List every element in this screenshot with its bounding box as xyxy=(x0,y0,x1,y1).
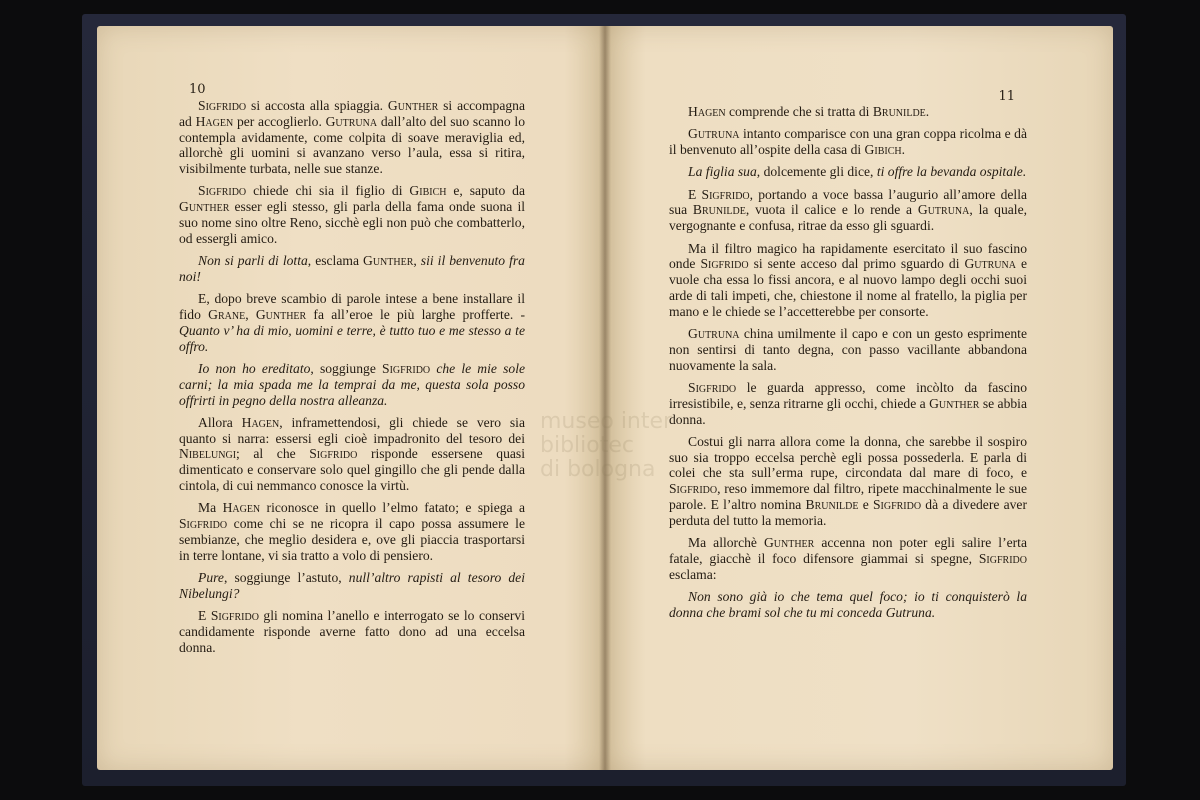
character-name: Gutruna xyxy=(688,126,740,142)
text-run: si accompagna ad xyxy=(179,98,525,129)
paragraph xyxy=(669,164,1027,180)
character-name: Gunther xyxy=(179,199,230,215)
text-run: , soggiunge l’astuto, xyxy=(223,570,349,586)
character-name: Gibich xyxy=(864,142,902,158)
text-run: per accoglierlo. xyxy=(233,113,326,129)
text-run: . xyxy=(901,142,905,158)
paragraph xyxy=(669,126,1027,158)
text-run: , esclama xyxy=(307,253,363,269)
paragraph xyxy=(179,608,525,655)
paragraph xyxy=(669,380,1027,427)
text-run: , inframettendosi, gli chiede se vero sia quanto si narra: essersi egli cioè impadronito del tesoro dei xyxy=(179,414,525,446)
paragraph xyxy=(179,500,525,563)
character-name: Hagen xyxy=(241,414,280,430)
dialogue-text: Quanto v’ ha di mio, uomini e terre, è tutto tuo e me stesso a te offro. xyxy=(179,322,525,354)
book-gutter xyxy=(599,26,611,770)
dialogue-text: Non sono già io che tema quel foco; io ti conquisterò la donna che brami sol che tu mi conceda Gutruna. xyxy=(669,589,1027,620)
paragraph xyxy=(179,291,525,354)
paragraph xyxy=(669,589,1027,621)
text-run: , portando a voce bassa l’augurio all’amore della sua xyxy=(669,186,1027,218)
character-name: Gunther xyxy=(387,98,439,113)
character-name: Gutruna xyxy=(917,202,970,218)
dialogue-text: Non si parli di lotta xyxy=(198,253,308,269)
character-name: Brunilde xyxy=(692,202,746,218)
text-run: dà a divedere aver perduta del tutto la memoria. xyxy=(669,497,1027,528)
character-name: Hagen xyxy=(222,500,261,516)
dialogue-text: Pure xyxy=(198,570,224,586)
text-run: , la quale, vergognante e confusa, ritrae da esso gli sguardi. xyxy=(669,202,1028,234)
character-name: Brunilde xyxy=(805,497,859,513)
text-run: E xyxy=(198,608,211,624)
paragraph xyxy=(669,326,1027,373)
paragraph xyxy=(669,241,1027,320)
text-run: risponde essersene quasi dimenticato e conservare solo quel gingillo che gli pende dalla cintola, di cui nemmanco conosce la virtù. xyxy=(179,446,525,494)
character-name: Sigfrido xyxy=(382,360,431,376)
text-run: riconosce in quello l’elmo fatato; e spiega a xyxy=(260,500,525,516)
dialogue-text: sii il benvenuto fra noi! xyxy=(179,253,525,284)
text-run: Ma il filtro magico ha rapidamente esercitato il suo fascino onde xyxy=(669,240,1027,272)
page-text xyxy=(669,104,1027,627)
text-run: , xyxy=(245,307,256,323)
character-name: Gutruna xyxy=(325,113,378,129)
text-run: Costui gli narra allora come la donna, che sarebbe il sospiro suo sia troppo eccelsa perchè egli possa possederla. E parla di colei che sta sull’erma rupe, circondata dal mare di foco, e xyxy=(669,433,1027,481)
character-name: Sigfrido xyxy=(669,481,718,497)
page-number: 10 xyxy=(189,82,206,97)
paragraph xyxy=(179,361,525,408)
character-name: Brunilde xyxy=(872,104,926,119)
character-name: Gunther xyxy=(363,253,414,269)
text-run: esclama: xyxy=(669,566,717,582)
character-name: Gunther xyxy=(929,395,980,411)
paragraph xyxy=(669,434,1027,529)
paragraph xyxy=(669,104,1027,120)
text-run: accenna non poter egli salire l’erta fatale, giacchè il foco difensore giammai si spegne, xyxy=(669,535,1027,566)
text-run: dall’alto del suo scanno lo contempla avidamente, come colpita di soave meraviglia ed, allorchè gli uomini si avanzano verso l’aula, essa si ritira, visibilmente turbata, nelle sue stanze. xyxy=(179,113,525,177)
character-name: Hagen xyxy=(195,113,234,129)
character-name: Sigfrido xyxy=(872,497,922,513)
dialogue-text: La figlia sua xyxy=(688,164,757,180)
character-name: Gutruna xyxy=(964,256,1016,272)
text-run: Allora xyxy=(198,414,242,430)
character-name: Gibich xyxy=(409,183,447,199)
text-run: gli nomina l’anello e interrogato se lo conservi candidamente risponde averne fatto dono ad una eccelsa donna. xyxy=(179,608,526,655)
character-name: Gunther xyxy=(255,307,307,323)
paragraph xyxy=(179,570,525,602)
text-run: . xyxy=(925,104,930,119)
text-run: e xyxy=(858,497,873,513)
character-name: Sigfrido xyxy=(701,186,750,202)
right-page xyxy=(605,26,1113,770)
text-run: , xyxy=(413,253,421,269)
text-run: , dolcemente gli dice, xyxy=(756,164,877,180)
text-run: chiede chi sia il figlio di xyxy=(246,183,410,199)
page-text xyxy=(179,98,525,662)
character-name: Sigfrido xyxy=(309,446,358,462)
character-name: Sigfrido xyxy=(978,550,1027,566)
text-run: fa all’eroe le più larghe profferte. - xyxy=(306,307,526,323)
text-run: , vuota il calice e lo rende a xyxy=(745,202,918,218)
character-name: Nibelungi xyxy=(179,446,237,462)
character-name: Sigfrido xyxy=(688,379,737,395)
paragraph xyxy=(179,183,525,246)
character-name: Gunther xyxy=(763,535,815,551)
dialogue-text: ti offre la bevanda ospitale. xyxy=(876,164,1027,180)
dialogue-text: che le mie sole carni; la mia spada me la temprai da me, questa sola posso offrirti in pegno della nostra alleanza. xyxy=(179,360,525,408)
text-run: se abbia donna. xyxy=(669,395,1027,427)
character-name: Sigfrido xyxy=(210,608,259,624)
text-run: come chi se ne ricopra il capo possa assumere le sembianze, che meglio desidera e, ove gli piaccia trasportarsi in terre lontane, vi sia tratto a volo di pensiero. xyxy=(179,516,525,563)
dialogue-text: Io non ho ereditato xyxy=(198,360,311,376)
character-name: Grane xyxy=(208,307,246,323)
character-name: Sigfrido xyxy=(179,516,228,532)
text-run: comprende che si tratta di xyxy=(725,104,873,119)
text-run: e vuole cha essa lo fissi ancora, e al nuovo lampo degli occhi suoi arde di tali impeti, che, chiestone il nome al fratello, la piglia per mano e le chiede se l’accetterebbe per consorte. xyxy=(669,256,1028,319)
text-run: si sente acceso dal primo sguardo di xyxy=(748,256,965,272)
page-number: 11 xyxy=(998,89,1015,104)
character-name: Hagen xyxy=(688,104,726,119)
text-run: si accosta alla spiaggia. xyxy=(246,98,388,113)
text-run: Ma allorchè xyxy=(688,535,764,551)
text-run: E xyxy=(688,186,702,202)
paragraph xyxy=(179,415,525,494)
text-run: , soggiunge xyxy=(310,360,383,376)
text-run: , reso immemore dal filtro, ripete macchinalmente le sue parole. E l’altro nomina xyxy=(669,481,1027,513)
paragraph xyxy=(179,253,525,285)
text-run: ; al che xyxy=(236,446,310,462)
character-name: Sigfrido xyxy=(198,183,247,199)
text-run: esser egli stesso, gli parla della fama onde suona il suo nome sino oltre Reno, sicchè egli non può che combatterlo, od essergli amico. xyxy=(179,199,525,246)
character-name: Sigfrido xyxy=(700,256,749,272)
text-run: Ma xyxy=(198,500,223,516)
text-run: e, saputo da xyxy=(446,183,526,199)
paragraph xyxy=(669,187,1027,234)
text-run: E, dopo breve scambio di parole intese a bene installare il fido xyxy=(179,291,525,323)
text-run: le guarda appresso, come incòlto da fascino irresistibile, e, senza ritrarne gli occhi, chiede a xyxy=(669,379,1027,411)
text-run: china umilmente il capo e con un gesto esprimente non sentirsi di tanto degna, con passo vacillante abbandona nuovamente la sala. xyxy=(669,326,1027,373)
character-name: Sigfrido xyxy=(198,98,247,113)
dialogue-text: null’altro rapisti al tesoro dei Nibelungi? xyxy=(179,570,525,601)
text-run: intanto comparisce con una gran coppa ricolma e dà il benvenuto all’ospite della casa di xyxy=(669,126,1027,158)
left-page xyxy=(97,26,605,770)
paragraph xyxy=(669,535,1027,582)
paragraph xyxy=(179,98,525,177)
character-name: Gutruna xyxy=(688,326,740,342)
